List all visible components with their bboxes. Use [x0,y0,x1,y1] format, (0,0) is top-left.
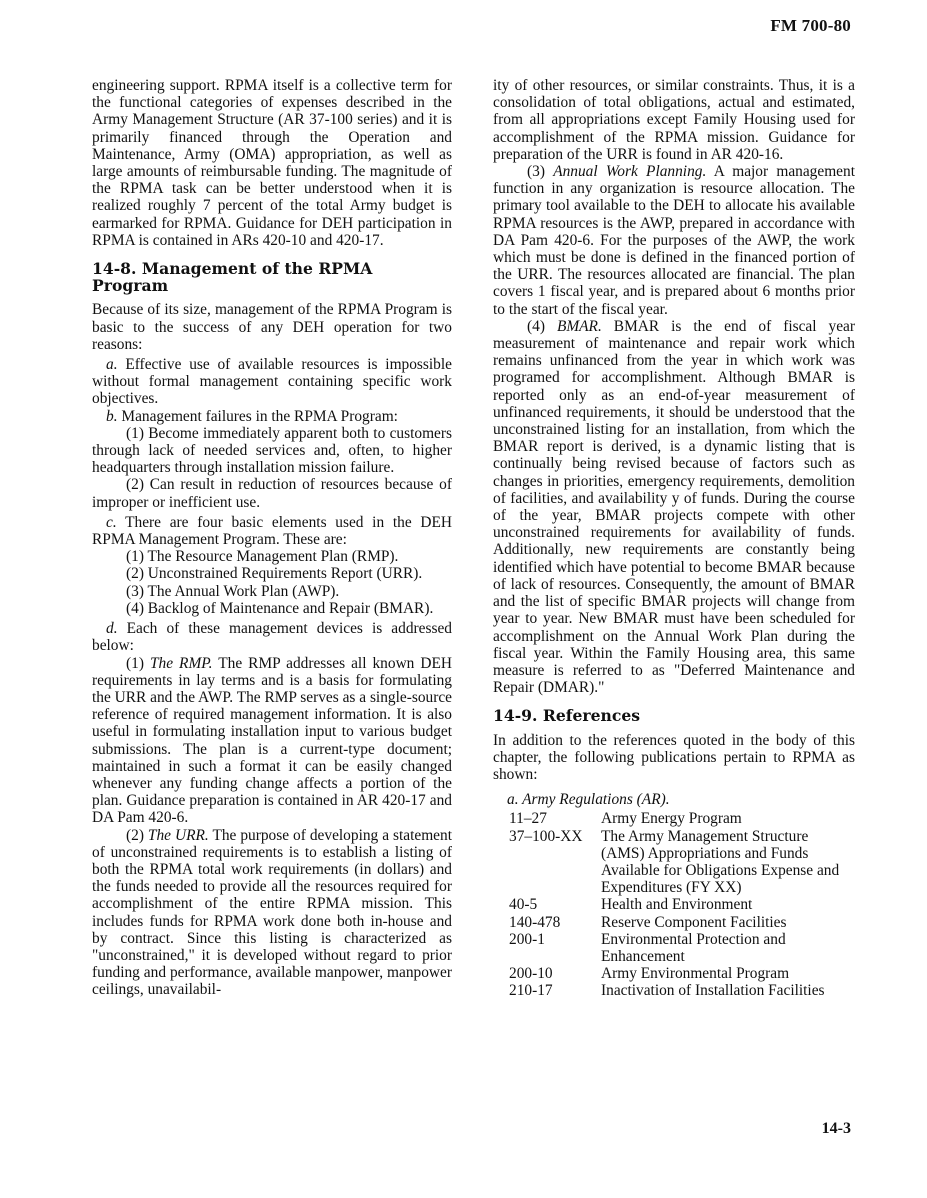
ref-number: 200-1 [509,930,545,948]
item-a-label: a. [106,356,118,374]
item-d3-num: (3) [527,163,554,181]
references-paragraph: In addition to the references quoted in the body of this chapter, the following publications pertain to RPMA as shown: [493,731,855,783]
because-paragraph: Because of its size, management of the RPMA Program is basic to the success of any DEH operation for two reasons: [92,301,452,353]
table-row [507,982,855,999]
ref-number: 210-17 [509,982,553,1000]
table-row [507,914,855,931]
item-d4-title: BMAR. [556,317,602,335]
item-c-text: There are four basic elements used in the DEH RPMA Management Program. These are: [92,513,452,549]
table-row [507,965,855,982]
elements-list [126,548,452,617]
item-b [92,408,452,425]
right-column [493,77,855,1000]
item-d [92,620,452,654]
item-d2-num: (2) [126,826,148,844]
document-id: FM 700-80 [770,16,851,35]
item-d2-text: The purpose of developing a statement of unconstrained requirements is to establish a listing of both the RPMA total work requirements (in dollars) and the funds needed to provide all the resources required for accomplishment of the entire RPMA mission. This includes funds for RPMA work done both in-house and by contract. Since this listing is characterized as "unconstrained," it is developed without regard to prior funding and performance, available manpower, manpower ceilings, unavailabil- [92,826,452,999]
item-a-text: Effective use of available resources is impossible without formal management containing specific work objectives. [92,356,452,408]
item-d3-text: A major management function in any organization is resource allocation. The primary tool available to the DEH to allocate his available RPMA resources is the AWP, prepared in accordance with DA Pam 420-6. For the purposes of the AWP, the work which must be done is defined in the financed portion of the URR. The resources allocated are financial. The plan covers 1 fiscal year, and is prepared about 6 months prior to the start of the fiscal year. [493,163,855,318]
item-b2: (2) Can result in reduction of resources because of improper or inefficient use. [92,476,452,511]
item-d-text: Each of these management devices is addressed below: [92,620,452,655]
item-d-label: d. [106,620,118,638]
references-table [507,810,855,999]
item-d4 [493,318,855,696]
ref-title: The Army Management Structure (AMS) Appropriations and Funds Available for Obligations Expense and Expenditures (FY XX) [601,827,840,897]
section-heading-14-8: 14-8. Management of the RPMA Program [92,259,373,296]
item-c-label: c. [106,513,117,531]
continued-paragraph: ity of other resources, or similar constraints. Thus, it is a consolidation of total obligations, actual and estimated, from all appropriations except Family Housing used for accomplishment of the RPMA mission. Guidance for preparation of the URR is found in AR 420-16. [493,77,855,163]
intro-paragraph: engineering support. RPMA itself is a collective term for the functional categories of expenses described in the Army Management Structure (AR 37-100 series) and it is primarily financed through the Operation and Maintenance, Army (OMA) appropriation, as well as large amounts of reimbursable funding. The magnitude of the RPMA task can be better understood when it is realized roughly 7 percent of the total Army budget is earmarked for RPMA. Guidance for DEH participation in RPMA is contained in ARs 420-10 and 420-17. [92,77,452,249]
ref-number: 11–27 [509,810,547,828]
table-row [507,810,855,827]
item-d2 [92,827,452,999]
ref-number: 37–100-XX [509,827,583,845]
ref-number: 140-478 [509,913,561,931]
ref-number: 200-10 [509,965,553,983]
item-d1 [92,655,452,827]
ref-title: Inactivation of Installation Facilities [601,982,825,1000]
item-b-label: b. [106,407,118,425]
item-d1-text: The RMP addresses all known DEH requirements in lay terms and is a basis for formulating the URR and the AWP. The RMP serves as a single-source reference of required management information. It is also useful in formulating installation input to various budget submissions. The plan is a current-type document; maintained in such a format it can be easily changed whenever any funding change affects a portion of the plan. Guidance preparation is contained in AR 420-17 and DA Pam 420-6. [92,654,453,827]
table-row [507,896,855,913]
item-d3 [493,163,855,318]
item-b-text: Management failures in the RPMA Program: [117,407,398,425]
page-number: 14-3 [821,1120,851,1137]
item-b1: (1) Become immediately apparent both to customers through lack of needed services and, often, to higher headquarters through installation mission failure. [92,424,452,477]
ref-title: Health and Environment [601,896,753,914]
ref-title: Reserve Component Facilities [601,913,787,931]
ref-number: 40-5 [509,896,538,914]
table-row [507,828,855,897]
item-d4-num: (4) [527,317,557,335]
item-d1-num: (1) [126,654,150,672]
section-heading-14-9: 14-9. References [493,706,641,726]
table-row [507,931,855,965]
item-c [92,514,452,548]
item-d2-title: The URR. [147,826,209,844]
item-d3-title: Annual Work Planning. [553,163,707,181]
list-item: (4) Backlog of Maintenance and Repair (BMAR). [126,599,434,617]
list-item: (3) The Annual Work Plan (AWP). [126,582,340,600]
left-column [92,77,452,999]
ref-title: Environmental Protection and Enhancement [601,930,786,965]
item-a [92,356,452,408]
item-d4-text: BMAR is the end of fiscal year measurement of maintenance and repair work which remains unfinanced from the year in which work was programed for accomplishment. Although BMAR is reported only as an end-of-year measurement of unfinanced requirements, it should be understood that the unconstrained listing for an installation, from which the BMAR report is derived, is a dynamic listing that is continually being revised because of factors such as changes in priorities, emergency requirements, demolition of facilities, and availability y of funds. During the course of the year, BMAR projects compete with other unconstrained requirements for availability of funds. Additionally, new requirements are constantly being identified which have potential to become BMAR because of lack of resources. Consequently, the amount of BMAR and the list of specific BMAR projects will change from year to year. New BMAR must have been scheduled for accomplishment on the Annual Work Plan during the fiscal year. Within the Family Housing area, this same measure is referred to as "Deferred Maintenance and Repair (DMAR)." [493,317,855,697]
list-item: (2) Unconstrained Requirements Report (URR). [126,565,423,583]
item-d1-title: The RMP. [149,654,213,672]
ref-title: Army Environmental Program [601,965,790,983]
list-item: (1) The Resource Management Plan (RMP). [126,548,399,566]
ref-title: Army Energy Program [601,810,742,828]
references-subheading: a. Army Regulations (AR). [507,791,670,809]
